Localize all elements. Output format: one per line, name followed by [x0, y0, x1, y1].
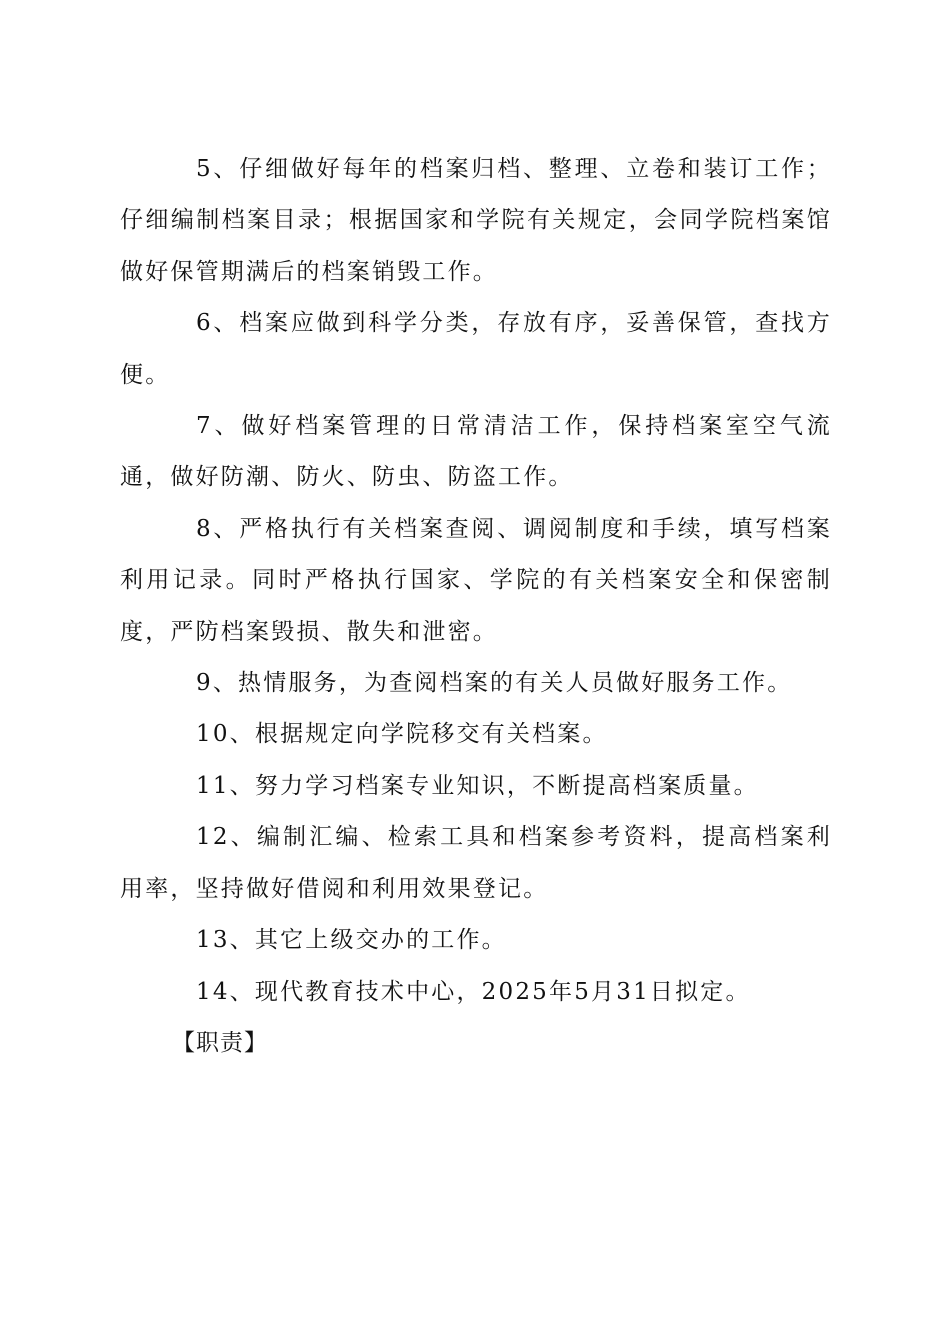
paragraph-item-11: 11、努力学习档案专业知识，不断提高档案质量。 [196, 772, 759, 799]
paragraph-item-10: 10、根据规定向学院移交有关档案。 [196, 721, 608, 748]
paragraph-item-6: 6、档案应做到科学分类，存放有序，妥善保管，查找方便。 [120, 310, 832, 388]
paragraph-item-8: 8、严格执行有关档案查阅、调阅制度和手续，填写档案利用记录。同时严格执行国家、学院的有关档案安全和保密制度，严防档案毁损、散失和泄密。 [120, 515, 832, 645]
paragraph-item-9: 9、热情服务，为查阅档案的有关人员做好服务工作。 [196, 670, 793, 697]
section-heading: 【职责】 [172, 1029, 268, 1056]
document-page [120, 144, 832, 1069]
paragraph-item-14: 14、现代教育技术中心，2025年5月31日拟定。 [196, 978, 751, 1005]
paragraph-item-13: 13、其它上级交办的工作。 [196, 927, 507, 954]
paragraph-item-12: 12、编制汇编、检索工具和档案参考资料，提高档案利用率，坚持做好借阅和利用效果登记。 [120, 824, 832, 902]
paragraph-item-5: 5、仔细做好每年的档案归档、整理、立卷和装订工作；仔细编制档案目录；根据国家和学院有关规定，会同学院档案馆做好保管期满后的档案销毁工作。 [120, 156, 832, 285]
paragraph-item-7: 7、做好档案管理的日常清洁工作，保持档案室空气流通，做好防潮、防火、防虫、防盗工作。 [120, 413, 832, 491]
